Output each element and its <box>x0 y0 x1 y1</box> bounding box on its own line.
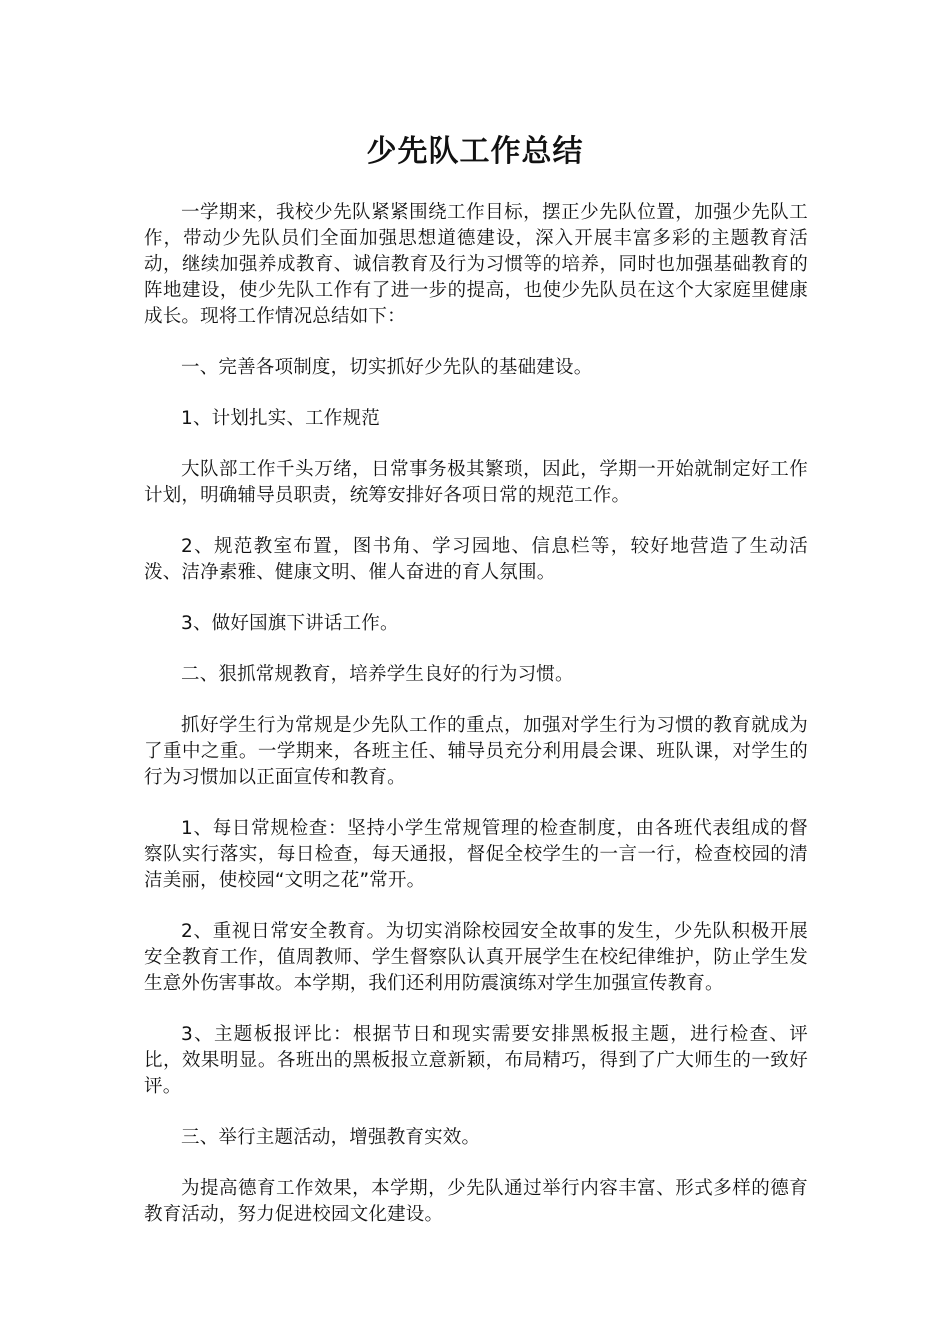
paragraph-1-1: 大队部工作千头万绪，日常事务极其繁琐，因此，学期一开始就制定好工作计划，明确辅导员职责，统筹安排好各项日常的规范工作。 <box>144 459 808 506</box>
document-body <box>144 200 808 1253</box>
paragraph-2-intro: 抓好学生行为常规是少先队工作的重点，加强对学生行为习惯的教育就成为了重中之重。一学期来，各班主任、辅导员充分利用晨会课、班队课，对学生的行为习惯加以正面宣传和教育。 <box>144 715 808 788</box>
paragraph-2-3: 3、主题板报评比：根据节日和现实需要安排黑板报主题，进行检查、评比，效果明显。各班出的黑板报立意新颖，布局精巧，得到了广大师生的一致好评。 <box>144 1024 808 1097</box>
section-heading-2: 二、狠抓常规教育，培养学生良好的行为习惯。 <box>181 664 574 685</box>
paragraph-1-3: 3、做好国旗下讲话工作。 <box>181 613 399 634</box>
paragraph-3-intro: 为提高德育工作效果，本学期，少先队通过举行内容丰富、形式多样的德育教育活动，努力促进校园文化建设。 <box>144 1178 808 1225</box>
paragraph-intro: 一学期来，我校少先队紧紧围绕工作目标，摆正少先队位置，加强少先队工作，带动少先队员们全面加强思想道德建设，深入开展丰富多彩的主题教育活动，继续加强养成教育、诚信教育及行为习惯等的培养，同时也加强基础教育的阵地建设，使少先队工作有了进一步的提高，也使少先队员在这个大家庭里健康成长。现将工作情况总结如下： <box>144 202 808 327</box>
section-heading-1: 一、完善各项制度，切实抓好少先队的基础建设。 <box>181 357 593 378</box>
document-title: 少先队工作总结 <box>366 134 584 169</box>
paragraph-2-1: 1、每日常规检查：坚持小学生常规管理的检查制度，由各班代表组成的督察队实行落实，每日检查，每天通报，督促全校学生的一言一行，检查校园的清洁美丽，使校园“文明之花”常开。 <box>144 818 808 891</box>
paragraph-1-2: 2、规范教室布置，图书角、学习园地、信息栏等，较好地营造了生动活泼、洁净素雅、健康文明、催人奋进的育人氛围。 <box>144 536 808 583</box>
paragraph-2-2: 2、重视日常安全教育。为切实消除校园安全故事的发生，少先队积极开展安全教育工作，值周教师、学生督察队认真开展学生在校纪律维护，防止学生发生意外伤害事故。本学期，我们还利用防震演练对学生加强宣传教育。 <box>144 921 808 994</box>
subsection-heading-1-1: 1、计划扎实、工作规范 <box>181 408 380 429</box>
section-heading-3: 三、举行主题活动，增强教育实效。 <box>181 1127 481 1148</box>
